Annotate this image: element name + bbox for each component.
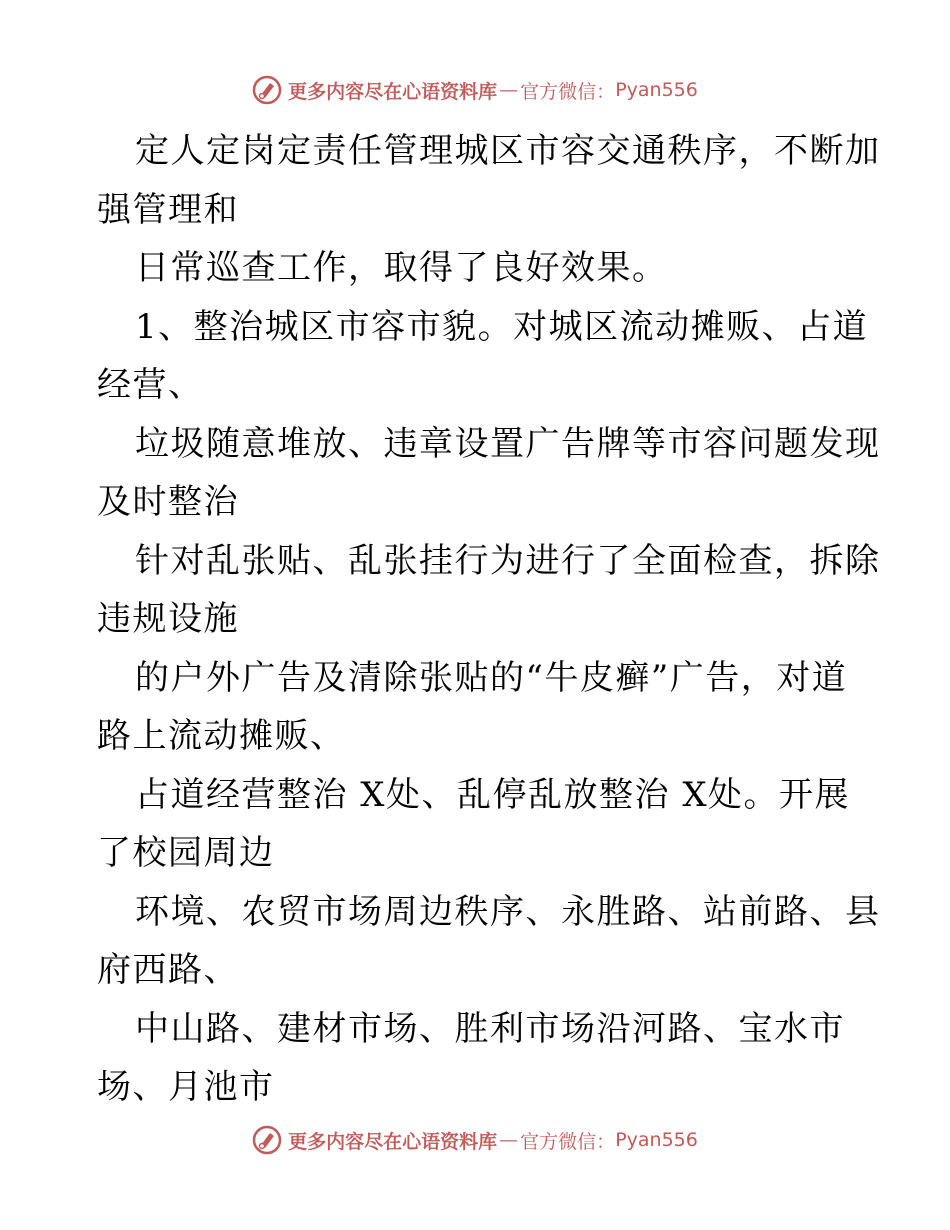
text-line: 垃圾随意堆放、违章设置广告牌等市容问题发现: [135, 423, 881, 464]
text-line: 定人定岗定责任管理城区市容交通秩序，不断加: [135, 131, 881, 171]
footer-watermark: [0, 1120, 950, 1160]
text-line: 场、月池市: [97, 1067, 275, 1107]
watermark-separator: —: [499, 1129, 519, 1151]
text-line: 经营、: [97, 365, 204, 405]
text-line: 了校园周边: [97, 833, 275, 873]
text-line: 强管理和: [97, 189, 239, 230]
header-watermark: [0, 70, 950, 110]
watermark-separator: —: [499, 79, 519, 101]
text-line: 针对乱张贴、乱张挂行为进行了全面检查，拆除: [135, 540, 881, 581]
logo-icon: [252, 75, 282, 105]
text-line: 府西路、: [97, 950, 239, 990]
logo-icon: [252, 1125, 282, 1155]
document-body: [97, 122, 881, 1117]
watermark-id: Pyan556: [615, 1129, 698, 1151]
watermark-id: Pyan556: [615, 79, 698, 101]
watermark-brand: 更多内容尽在心语资料库: [288, 80, 498, 103]
text-line: 及时整治: [97, 482, 239, 522]
text-line: 环境、农贸市场周边秩序、永胜路、站前路、县: [135, 891, 881, 932]
watermark-label: 官方微信：: [520, 1130, 616, 1153]
text-line: 违规设施: [97, 599, 239, 639]
text-line: 路上流动摊贩、: [97, 716, 346, 756]
text-line: 日常巡查工作，取得了良好效果。: [135, 248, 668, 288]
watermark-label: 官方微信：: [520, 80, 616, 103]
watermark-brand: 更多内容尽在心语资料库: [288, 1130, 498, 1153]
text-line: 1、整治城区市容市貌。对城区流动摊贩、占道: [135, 306, 869, 347]
text-line: 占道经营整治 X处、乱停乱放整治 X处。开展: [135, 774, 851, 815]
text-line: 的户外广告及清除张贴的“牛皮癣”广告，对道: [135, 657, 848, 698]
text-line: 中山路、建材市场、胜利市场沿河路、宝水市: [135, 1008, 845, 1049]
